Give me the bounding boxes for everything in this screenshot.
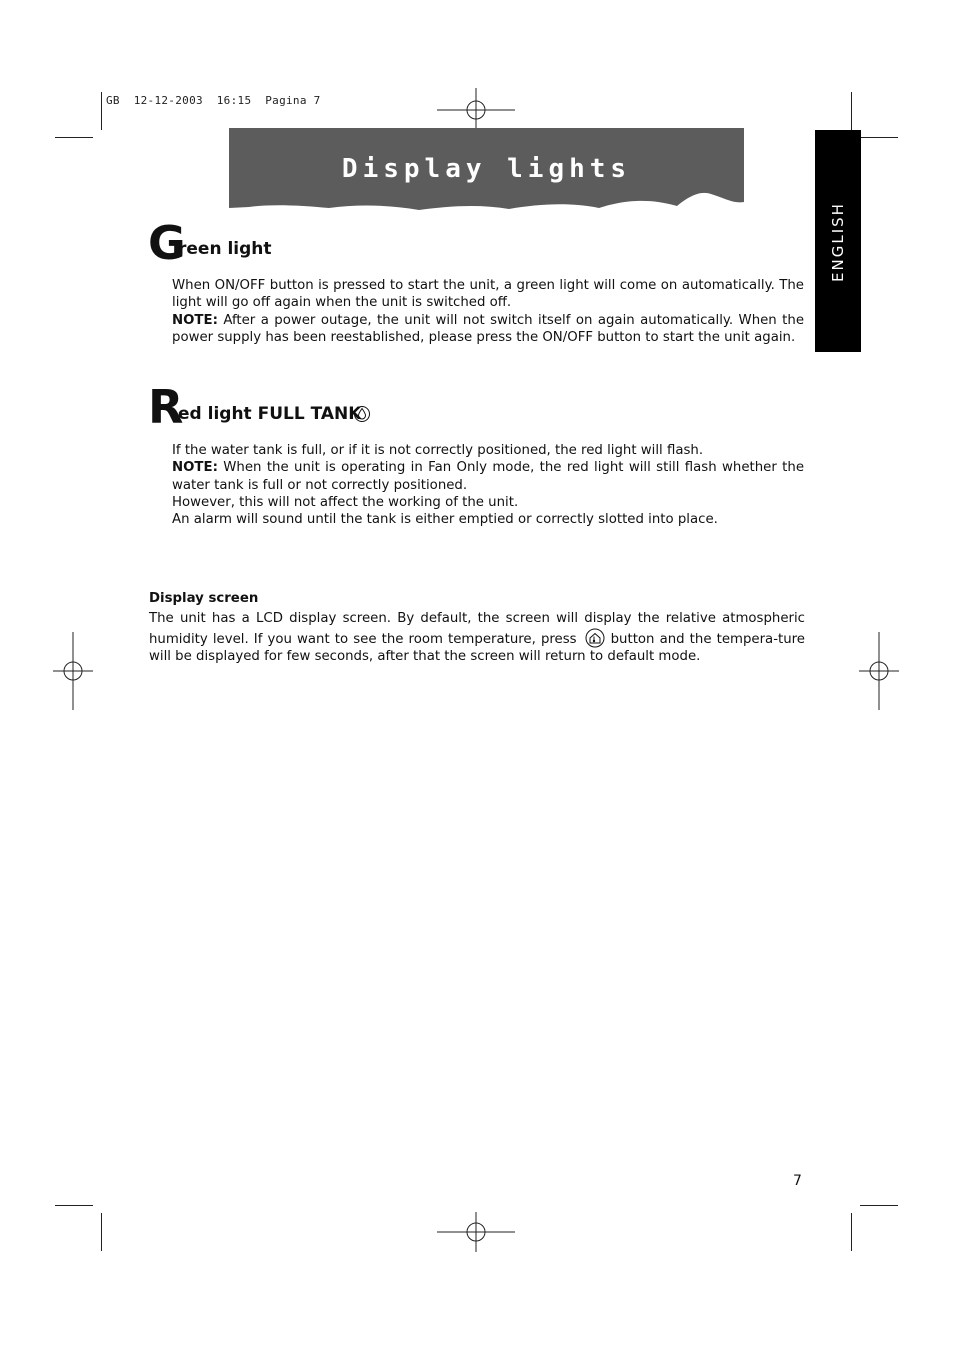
paragraph: However, this will not affect the working of the unit. <box>172 494 519 510</box>
display-screen-body <box>149 610 805 666</box>
room-temperature-button-icon <box>585 628 605 648</box>
display-screen-heading: Display screen <box>149 591 259 606</box>
water-drop-icon <box>353 405 371 423</box>
language-tab-label: ENGLISH <box>829 202 847 282</box>
text-after-icon: button and the tempera-ture will be displayed for few seconds, after that the screen will return to default mode. <box>149 631 805 664</box>
green-light-heading <box>148 216 448 270</box>
heading-text: reen light <box>178 239 272 259</box>
language-tab <box>815 130 861 352</box>
note-label: NOTE: <box>172 460 218 476</box>
paragraph: An alarm will sound until the tank is either emptied or correctly slotted into place. <box>172 512 718 528</box>
red-light-heading <box>148 380 448 434</box>
text-before-icon: The unit has a LCD display screen. By default, the screen will display the relative atmospheric humidity level. If you want to see the room temperature, press <box>149 611 805 647</box>
note-text: When the unit is operating in Fan Only mode, the red light will still flash whether the water tank is full or not correctly positioned. <box>172 460 804 493</box>
page-title: Display lights <box>341 154 632 184</box>
title-banner <box>229 128 744 213</box>
paragraph: If the water tank is full, or if it is not correctly positioned, the red light will flash. <box>172 443 704 458</box>
note-text: After a power outage, the unit will not switch itself on again automatically. When the power supply has been reestablished, please press the ON/OFF button to start the unit again. <box>172 312 804 345</box>
note-paragraph <box>172 459 804 494</box>
drop-cap: G <box>148 216 186 270</box>
print-slug: GB 12-12-2003 16:15 Pagina 7 <box>106 94 321 107</box>
note-paragraph <box>172 312 804 347</box>
paragraph: When ON/OFF button is pressed to start the unit, a green light will come on automatically. The light will go off again when the unit is switched off. <box>172 278 804 311</box>
note-label: NOTE: <box>172 312 218 328</box>
drop-cap: R <box>148 380 184 434</box>
page-number: 7 <box>793 1173 802 1189</box>
red-light-body <box>172 442 804 528</box>
heading-text: ed light FULL TANK <box>178 404 362 424</box>
green-light-body <box>172 277 804 346</box>
